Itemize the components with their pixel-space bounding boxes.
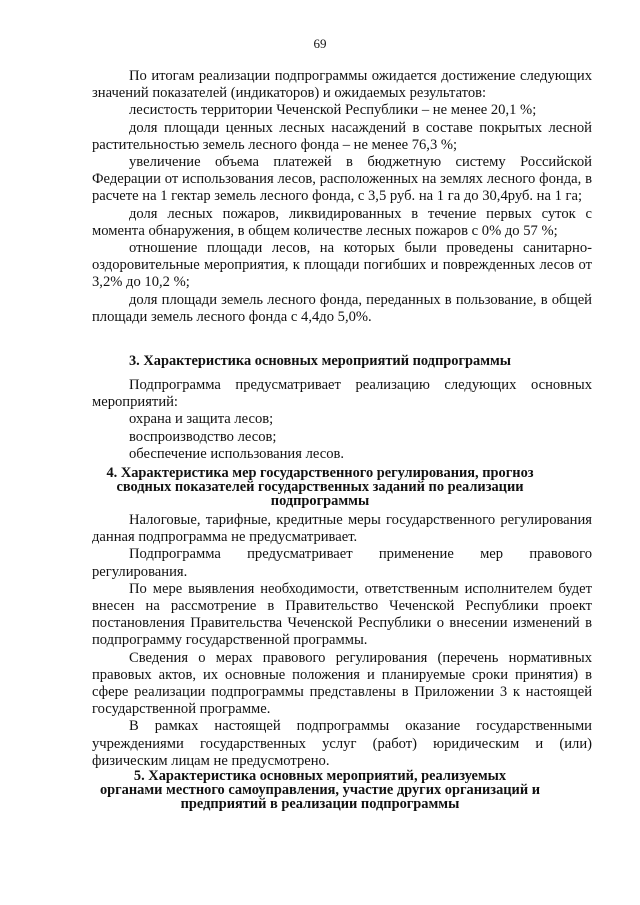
section-heading-line: органами местного самоуправления, участие других организаций и: [99, 782, 541, 798]
paragraph: доля площади ценных лесных насаждений в составе покрытых лесной растительностью земель лесного фонда – не менее 76,3 %;: [92, 119, 592, 153]
results-section: [0, 68, 640, 326]
list-item: обеспечение использования лесов.: [129, 445, 345, 462]
section-heading-line: подпрограммы: [270, 493, 370, 509]
list-item: охрана и защита лесов;: [129, 411, 274, 428]
paragraph: В рамках настоящей подпрограммы оказание государственными учреждениями государственных услуг (работ) юридическим и (или) физическим лицам не предусмотрено.: [92, 718, 592, 769]
paragraph: доля лесных пожаров, ликвидированных в течение первых суток с момента обнаружения, в общем количестве лесных пожаров с 0% до 57 %;: [92, 205, 592, 239]
list-item: воспроизводство лесов;: [129, 428, 277, 445]
paragraph: По мере выявления необходимости, ответственным исполнителем будет внесен на рассмотрение в Правительство Чеченской Республики проект постановления Правительства Чеченской Республики о внесении изменений в подпрограмму государственной программы.: [92, 580, 592, 649]
paragraph: По итогам реализации подпрограммы ожидается достижение следующих значений показателей (индикаторов) и ожидаемых результатов:: [92, 68, 592, 102]
section-heading-line: сводных показателей государственных заданий по реализации: [116, 479, 524, 495]
section-heading-line: 5. Характеристика основных мероприятий, реализуемых: [133, 768, 507, 784]
section-heading: 3. Характеристика основных мероприятий подпрограммы: [128, 353, 512, 369]
section-3-heading-block: [0, 354, 640, 368]
paragraph: Налоговые, тарифные, кредитные меры государственного регулирования данная подпрограмма не предусматривает.: [92, 512, 592, 546]
paragraph: Подпрограмма предусматривает применение мер правового регулирования.: [92, 546, 592, 580]
section-heading-line: предприятий в реализации подпрограммы: [180, 796, 460, 812]
section-3-body: [0, 377, 640, 463]
section-4-body: [0, 512, 640, 770]
section-5-heading-block: [0, 769, 640, 811]
section-4-heading-block: [0, 466, 640, 508]
paragraph: Подпрограмма предусматривает реализацию следующих основных мероприятий:: [92, 377, 592, 411]
section-heading-line: 4. Характеристика мер государственного регулирования, прогноз: [106, 465, 534, 481]
paragraph: доля площади земель лесного фонда, переданных в пользование, в общей площади земель лесного фонда с 4,4до 5,0%.: [92, 291, 592, 325]
paragraph: лесистость территории Чеченской Республики – не менее 20,1 %;: [129, 102, 537, 119]
paragraph: отношение площади лесов, на которых были проведены санитарно-оздоровительные мероприятия, к площади погибших и поврежденных лесов от 3,2% до 10,2 %;: [92, 240, 592, 291]
paragraph: Сведения о мерах правового регулирования (перечень нормативных правовых актов, их основные положения и планируемые сроки принятия) в сфере реализации подпрограммы представлены в Приложении 3 к настоящей государственной программе.: [92, 649, 592, 718]
page-number: 69: [313, 36, 327, 51]
paragraph: увеличение объема платежей в бюджетную систему Российской Федерации от использования лесов, расположенных на землях лесного фонда, в расчете на 1 гектар земель лесного фонда, с 3,5 руб. на 1 га до 30,4руб. на 1 га;: [92, 154, 592, 205]
